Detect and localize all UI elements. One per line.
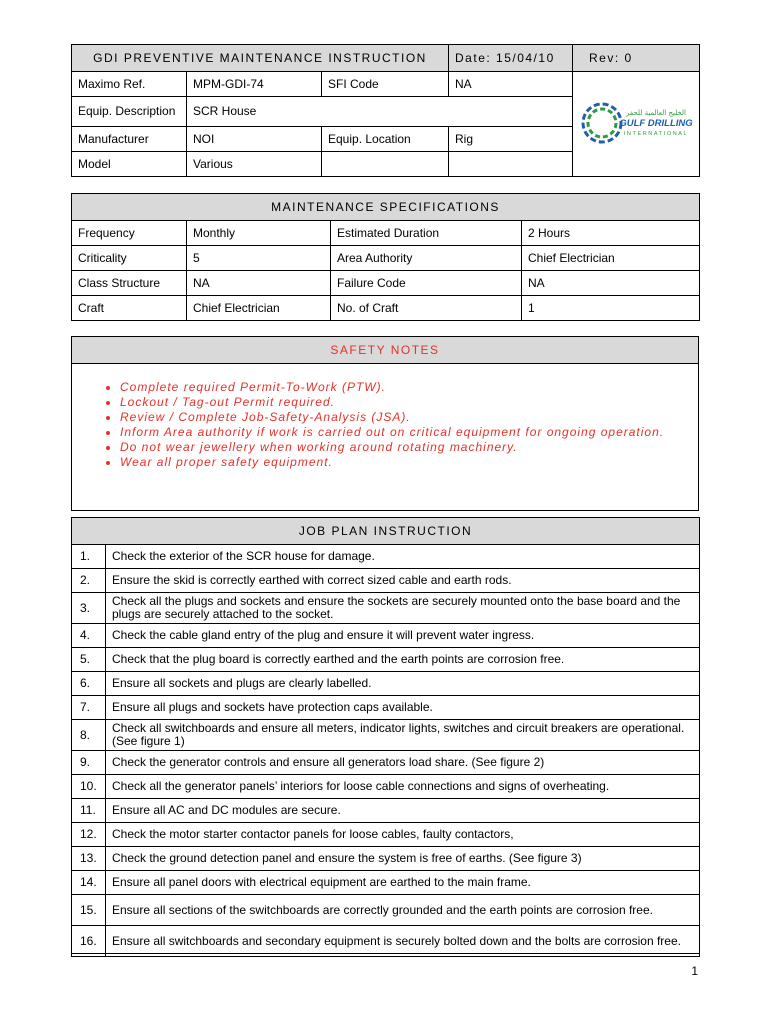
step-text: Ensure all sockets and plugs are clearly labelled.: [106, 672, 700, 696]
step-number: 15.: [72, 895, 106, 926]
footer-rule: [71, 953, 699, 954]
document-date: Date: 15/04/10: [449, 45, 573, 72]
maintenance-specifications-table: [71, 193, 700, 321]
safety-note: • Review / Complete Job-Safety-Analysis (JSA).: [120, 410, 692, 425]
document-revision: Rev: 0: [573, 45, 700, 72]
specifications-title: MAINTENANCE SPECIFICATIONS: [72, 194, 700, 221]
equip-description-label: Equip. Description: [72, 97, 187, 127]
spec-label: Craft: [72, 296, 187, 321]
step-number: 10.: [72, 775, 106, 799]
safety-note: • Inform Area authority if work is carried out on critical equipment for ongoing operation.: [120, 425, 692, 440]
job-plan-title: JOB PLAN INSTRUCTION: [72, 518, 700, 545]
safety-note: • Lockout / Tag-out Permit required.: [120, 395, 692, 410]
logo-sub-text: INTERNATIONAL: [623, 130, 689, 137]
gulf-drilling-logo-icon: [576, 93, 696, 153]
step-number: 3.: [72, 593, 106, 624]
maximo-ref-label: Maximo Ref.: [72, 72, 187, 97]
step-number: 8.: [72, 720, 106, 751]
step-number: 5.: [72, 648, 106, 672]
spec-value: 1: [522, 296, 700, 321]
logo-arabic-text: الخليج العالمية للحفر: [626, 108, 687, 117]
company-logo: [573, 72, 700, 177]
step-text: Ensure all switchboards and secondary equipment is securely bolted down and the bolts are corrosion free.: [106, 926, 700, 957]
spec-value: 5: [187, 246, 331, 271]
step-text: Ensure all plugs and sockets have protection caps available.: [106, 696, 700, 720]
step-text: Ensure all AC and DC modules are secure.: [106, 799, 700, 823]
sfi-code-label: SFI Code: [322, 72, 449, 97]
equip-location-label: Equip. Location: [322, 127, 449, 152]
step-number: 1.: [72, 545, 106, 569]
step-text: Ensure all sections of the switchboards are correctly grounded and the earth points are corrosion free.: [106, 895, 700, 926]
header-table: [71, 44, 700, 177]
step-number: 6.: [72, 672, 106, 696]
spec-value: NA: [522, 271, 700, 296]
safety-notes-table: [71, 336, 699, 511]
job-plan-table: [71, 517, 700, 957]
step-number: 7.: [72, 696, 106, 720]
manufacturer-label: Manufacturer: [72, 127, 187, 152]
spec-value: 2 Hours: [522, 221, 700, 246]
step-number: 16.: [72, 926, 106, 957]
step-text: Check the exterior of the SCR house for damage.: [106, 545, 700, 569]
sfi-code-value: NA: [449, 72, 573, 97]
step-text: Check that the plug board is correctly earthed and the earth points are corrosion free.: [106, 648, 700, 672]
spec-label: Failure Code: [331, 271, 522, 296]
spec-label: No. of Craft: [331, 296, 522, 321]
step-number: 9.: [72, 751, 106, 775]
page-number: 1: [691, 964, 698, 978]
model-blank-value: [449, 152, 573, 177]
manufacturer-value: NOI: [187, 127, 322, 152]
step-text: Ensure the skid is correctly earthed with correct sized cable and earth rods.: [106, 569, 700, 593]
step-number: 13.: [72, 847, 106, 871]
spec-label: Class Structure: [72, 271, 187, 296]
equip-description-value: SCR House: [187, 97, 573, 127]
safety-note: • Complete required Permit-To-Work (PTW).: [120, 380, 692, 395]
spec-label: Frequency: [72, 221, 187, 246]
spec-label: Area Authority: [331, 246, 522, 271]
step-text: Check all switchboards and ensure all meters, indicator lights, switches and circuit breakers are operational. (See figure 1): [106, 720, 700, 751]
step-text: Check the motor starter contactor panels for loose cables, faulty contactors,: [106, 823, 700, 847]
spec-label: Estimated Duration: [331, 221, 522, 246]
spec-value: Chief Electrician: [522, 246, 700, 271]
step-number: 2.: [72, 569, 106, 593]
spec-value: Chief Electrician: [187, 296, 331, 321]
step-text: Ensure all panel doors with electrical equipment are earthed to the main frame.: [106, 871, 700, 895]
step-number: 14.: [72, 871, 106, 895]
step-text: Check the cable gland entry of the plug and ensure it will prevent water ingress.: [106, 624, 700, 648]
step-number: 11.: [72, 799, 106, 823]
step-number: 12.: [72, 823, 106, 847]
equip-location-value: Rig: [449, 127, 573, 152]
safety-note: • Wear all proper safety equipment.: [120, 455, 692, 470]
model-blank-label: [322, 152, 449, 177]
safety-notes-body: [72, 364, 699, 511]
safety-note: • Do not wear jewellery when working around rotating machinery.: [120, 440, 692, 455]
document-title: GDI PREVENTIVE MAINTENANCE INSTRUCTION: [72, 45, 449, 72]
spec-value: Monthly: [187, 221, 331, 246]
step-text: Check all the generator panels’ interiors for loose cable connections and signs of overheating.: [106, 775, 700, 799]
step-text: Check all the plugs and sockets and ensure the sockets are securely mounted onto the base board and the plugs are securely attached to the socket.: [106, 593, 700, 624]
step-text: Check the generator controls and ensure all generators load share. (See figure 2): [106, 751, 700, 775]
step-number: 4.: [72, 624, 106, 648]
model-label: Model: [72, 152, 187, 177]
model-value: Various: [187, 152, 322, 177]
spec-value: NA: [187, 271, 331, 296]
spec-label: Criticality: [72, 246, 187, 271]
safety-notes-list: [72, 380, 692, 470]
maximo-ref-value: MPM-GDI-74: [187, 72, 322, 97]
step-text: Check the ground detection panel and ensure the system is free of earths. (See figure 3): [106, 847, 700, 871]
logo-name-text: GULF DRILLING: [619, 117, 693, 129]
safety-notes-title: SAFETY NOTES: [72, 337, 699, 364]
